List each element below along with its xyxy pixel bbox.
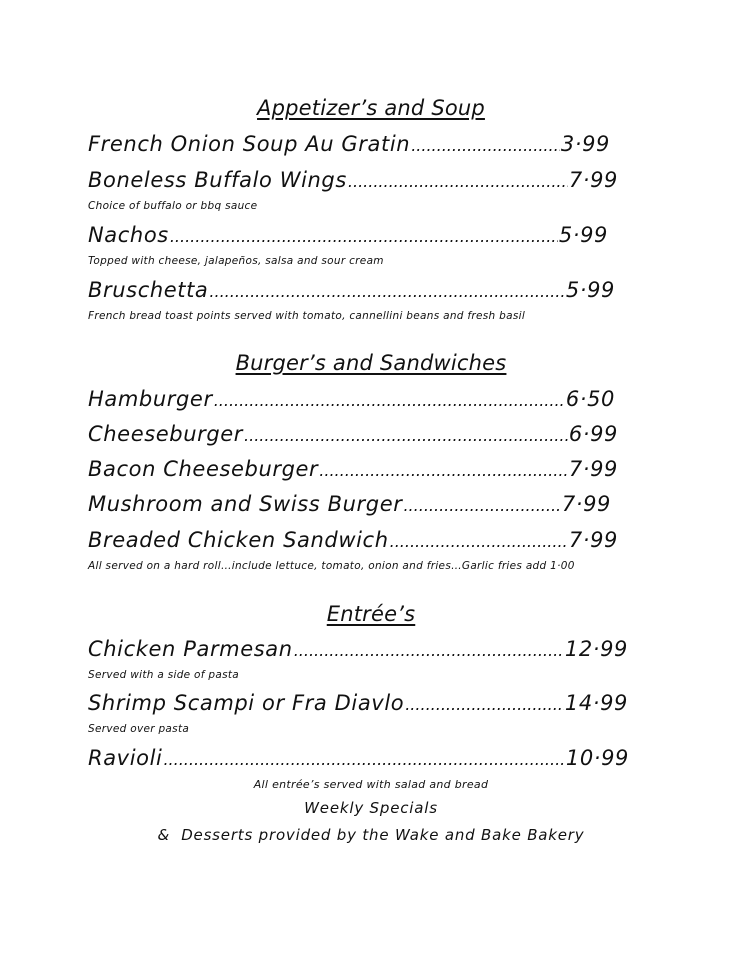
item-note: Topped with cheese, jalapeños, salsa and sour cream (88, 255, 384, 267)
item-name: Cheeseburger (88, 422, 244, 446)
item-name: Bruschetta (88, 278, 209, 302)
menu-item-mushroom-swiss-burger (88, 492, 611, 516)
dot-leader (405, 695, 564, 714)
desserts-line (0, 826, 742, 844)
section-title-burgers: Burger’s and Sandwiches (235, 351, 507, 375)
item-price: 6·99 (568, 422, 618, 446)
dot-leader (390, 532, 568, 551)
item-name: Chicken Parmesan (88, 637, 293, 661)
item-price: 7·99 (568, 528, 618, 552)
menu-item-bruschetta (88, 278, 615, 302)
item-name: Boneless Buffalo Wings (88, 168, 347, 192)
item-note: Served with a side of pasta (88, 669, 240, 681)
item-price: 6·50 (565, 387, 615, 411)
menu-item-ravioli (88, 746, 629, 770)
menu-item-chicken-parmesan (88, 637, 628, 661)
section-note-entrees: All entrée’s served with salad and bread (253, 778, 489, 791)
item-price: 7·99 (561, 492, 611, 516)
item-name: Nachos (88, 223, 169, 247)
dot-leader (214, 391, 565, 410)
menu-item-shrimp-scampi (88, 691, 628, 715)
menu-item-boneless-wings (88, 168, 618, 192)
dot-leader (209, 282, 564, 301)
item-note: Served over pasta (88, 723, 190, 735)
item-price: 5·99 (558, 223, 608, 247)
item-note: French bread toast points served with tomato, cannellini beans and fresh basil (88, 310, 526, 322)
item-price: 5·99 (565, 278, 615, 302)
section-title-entrees: Entrée’s (326, 602, 416, 626)
dot-leader (170, 227, 558, 246)
section-title-appetizers: Appetizer’s and Soup (257, 96, 485, 120)
menu-item-cheeseburger (88, 422, 618, 446)
dot-leader (163, 750, 564, 769)
item-price: 7·99 (568, 457, 618, 481)
ampersand: & (157, 826, 171, 844)
item-price: 3·99 (560, 132, 610, 156)
item-name: Hamburger (88, 387, 213, 411)
item-name: French Onion Soup Au Gratin (88, 132, 411, 156)
item-name: Bacon Cheeseburger (88, 457, 319, 481)
menu-item-bacon-cheeseburger (88, 457, 618, 481)
dot-leader (348, 172, 568, 191)
dot-leader (403, 496, 560, 515)
dot-leader (294, 641, 564, 660)
menu-item-chicken-sandwich (88, 528, 618, 552)
item-price: 7·99 (568, 168, 618, 192)
item-price: 10·99 (565, 746, 629, 770)
item-price: 12·99 (564, 637, 628, 661)
item-name: Mushroom and Swiss Burger (88, 492, 403, 516)
desserts-text: Desserts provided by the Wake and Bake Bakery (181, 826, 585, 844)
item-note: Choice of buffalo or bbq sauce (88, 200, 258, 212)
dot-leader (319, 461, 568, 480)
item-name: Shrimp Scampi or Fra Diavlo (88, 691, 405, 715)
menu-item-french-onion-soup (88, 132, 610, 156)
item-price: 14·99 (564, 691, 628, 715)
item-name: Ravioli (88, 746, 163, 770)
item-name: Breaded Chicken Sandwich (88, 528, 389, 552)
section-note-burgers: All served on a hard roll…include lettuce, tomato, onion and fries…Garlic fries add 1·00 (88, 560, 575, 572)
dot-leader (244, 426, 568, 445)
menu-item-hamburger (88, 387, 615, 411)
menu-item-nachos (88, 223, 608, 247)
dot-leader (411, 136, 560, 155)
weekly-specials: Weekly Specials (304, 799, 438, 817)
